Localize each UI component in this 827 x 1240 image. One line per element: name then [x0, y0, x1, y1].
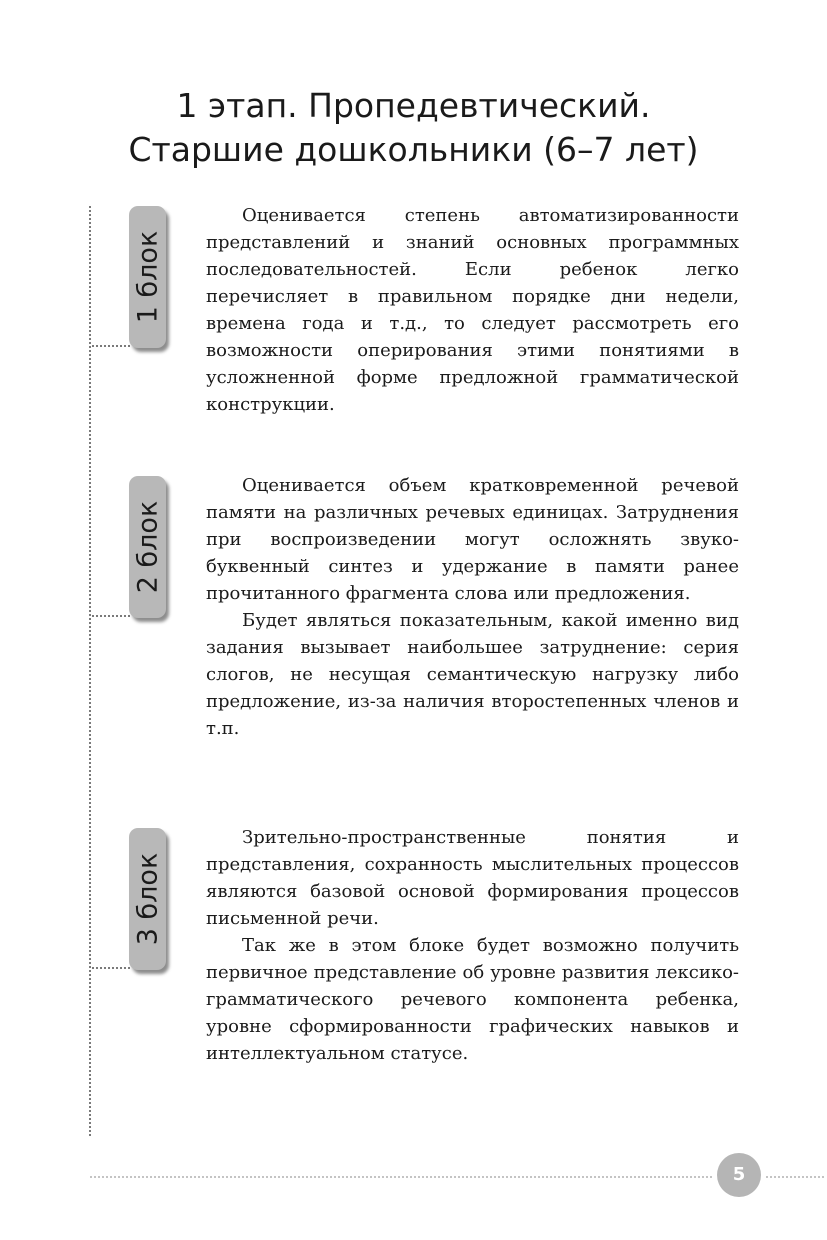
- block-1-text: [206, 202, 739, 418]
- block-3-paragraph-2: Так же в этом блоке будет возможно получить первичное представление об уровне развития лексико-грамматического речевого компонента ребенка, уровне сформированности графических навыков и интеллектуальном статусе.: [206, 935, 739, 1064]
- page-title: [0, 84, 827, 172]
- block-3-text: [206, 824, 739, 1067]
- block-2-paragraph-1: Оценивается объем кратковременной речевой памяти на различных речевых единицах. Затруднения при воспроизведении могут осложнять звуко-буквенный синтез и удержание в памяти ранее прочитанного фрагмента слова или предложения.: [206, 475, 739, 604]
- connector-line-1: [92, 345, 130, 347]
- block-3-tab: [129, 828, 166, 970]
- connector-line-3: [92, 967, 130, 969]
- block-1-paragraph-1: Оценивается степень автоматизированности представлений и знаний основных программных последовательностей. Если ребенок легко перечисляет в правильном порядке дни недели, времена года и т.д., то следует рассмотреть его возможности оперирования этими понятиями в усложненной форме предложной грамматической конструкции.: [206, 205, 739, 415]
- block-1-tab-label: 1 блок: [132, 230, 163, 324]
- block-2-tab: [129, 476, 166, 618]
- block-2-tab-label: 2 блок: [132, 500, 163, 594]
- block-1-tab: [129, 206, 166, 348]
- vertical-dotted-line: [89, 206, 91, 1136]
- block-2-text: [206, 472, 739, 742]
- page-title-line-1: 1 этап. Пропедевтический.: [176, 86, 651, 125]
- page-title-line-2: Старшие дошкольники (6–7 лет): [128, 130, 699, 169]
- page-number-badge: [717, 1153, 761, 1197]
- connector-line-2: [92, 615, 130, 617]
- block-3-tab-label: 3 блок: [132, 852, 163, 946]
- footer-dotted-line-left: [90, 1176, 712, 1178]
- page-number: 5: [732, 1164, 746, 1185]
- footer-dotted-line-right: [766, 1176, 824, 1178]
- block-3-paragraph-1: Зрительно-пространственные понятия и представления, сохранность мыслительных процессов являются базовой основой формирования процессов письменной речи.: [206, 827, 739, 929]
- block-2-paragraph-2: Будет являться показательным, какой именно вид задания вызывает наибольшее затруднение: серия слогов, не несущая семантическую нагрузку либо предложение, из-за наличия второстепенных членов и т.п.: [206, 610, 739, 739]
